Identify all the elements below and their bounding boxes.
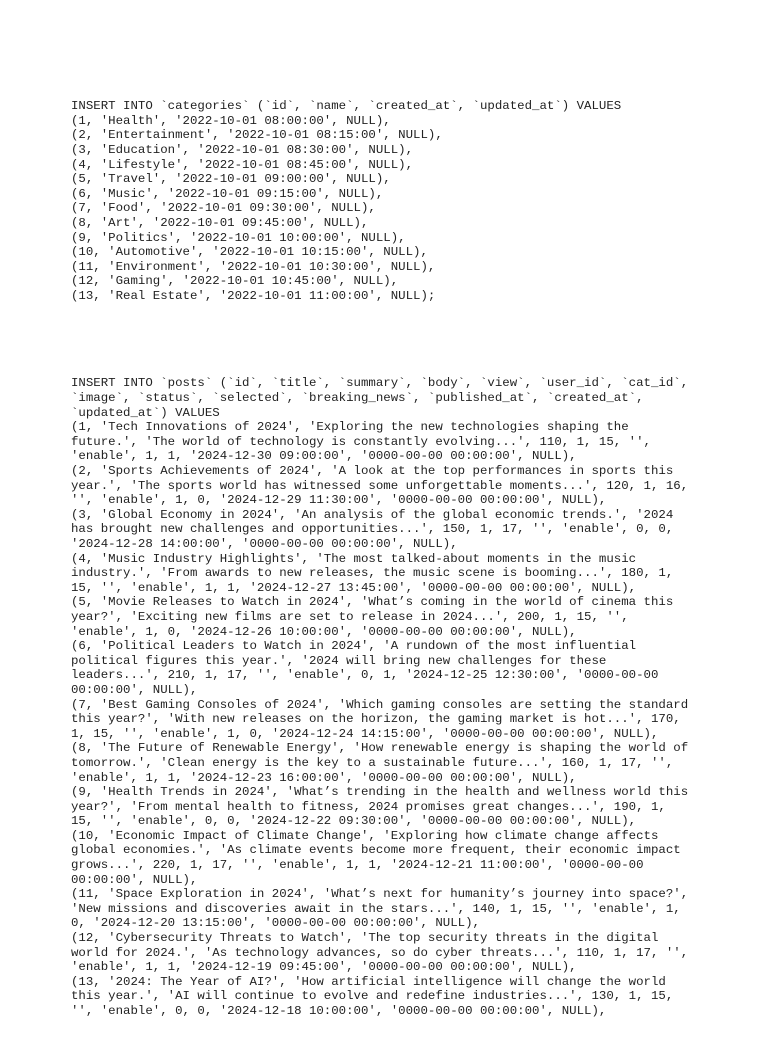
code-line: '2024-12-28 14:00:00', '0000-00-00 00:00:00', NULL), [71, 537, 458, 551]
code-line: 00:00:00', NULL), [71, 872, 198, 887]
code-line: (1, 'Tech Innovations of 2024', 'Exploring the new technologies shaping the [71, 420, 629, 435]
code-line: this year.', 'AI will continue to evolve and redefine industries...', 130, 1, 15, [71, 989, 674, 1004]
code-line: (8, 'Art', '2022-10-01 09:45:00', NULL), [71, 215, 369, 230]
code-line: (13, 'Real Estate', '2022-10-01 11:00:00', NULL); [71, 288, 436, 303]
blank-line [71, 333, 728, 348]
code-line: 15, '', 'enable', 0, 0, '2024-12-22 09:30:00', '0000-00-00 00:00:00', NULL), [71, 814, 637, 829]
code-line: (11, 'Environment', '2022-10-01 10:30:00', NULL), [71, 259, 436, 274]
code-line: (6, 'Political Leaders to Watch in 2024', 'A rundown of the most influential [71, 639, 637, 654]
code-line: future.', 'The world of technology is constantly evolving...', 110, 1, 15, '', [71, 434, 651, 449]
code-line: 'enable', 1, 0, '2024-12-26 10:00:00', '0000-00-00 00:00:00', NULL), [71, 624, 577, 639]
code-line: 15, '', 'enable', 1, 1, '2024-12-27 13:45:00', '0000-00-00 00:00:00', NULL), [71, 580, 637, 595]
code-line: (4, 'Lifestyle', '2022-10-01 08:45:00', NULL), [71, 157, 414, 172]
code-line: (10, 'Economic Impact of Climate Change', 'Exploring how climate change affects [71, 828, 659, 843]
code-line: 'enable', 1, 1, '2024-12-19 09:45:00', '0000-00-00 00:00:00', NULL), [71, 960, 577, 975]
code-line: political figures this year.', '2024 will bring new challenges for these [71, 653, 607, 668]
sql-code-block [71, 70, 728, 1048]
code-line: (8, 'The Future of Renewable Energy', 'How renewable energy is shaping the world of [71, 741, 689, 756]
code-line: (5, 'Travel', '2022-10-01 09:00:00', NULL), [71, 172, 391, 187]
code-line: world for 2024.', 'As technology advances, so do cyber threats...', 110, 1, 17, '', [71, 945, 689, 960]
code-line: has brought new challenges and opportunities...', 150, 1, 17, '', 'enable', 0, 0, [71, 522, 674, 537]
code-line: leaders...', 210, 1, 17, '', 'enable', 0, 1, '2024-12-25 12:30:00', '0000-00-00 [71, 668, 659, 683]
code-line: (12, 'Gaming', '2022-10-01 10:45:00', NULL), [71, 274, 399, 289]
code-line: global economies.', 'As climate events become more frequent, their economic impact [71, 843, 681, 858]
code-line: (4, 'Music Industry Highlights', 'The most talked-about moments in the music [71, 551, 637, 566]
code-line: (2, 'Entertainment', '2022-10-01 08:15:00', NULL), [71, 128, 443, 143]
categories-insert-statement [71, 99, 728, 303]
posts-insert-statement [71, 376, 728, 1018]
code-line: year.', 'The sports world has witnessed some unforgettable moments...', 120, 1, 16, [71, 478, 689, 493]
code-line: 'New missions and discoveries await in the stars...', 140, 1, 15, '', 'enable', 1, [71, 901, 681, 916]
code-line: (13, '2024: The Year of AI?', 'How artificial intelligence will change the world [71, 974, 666, 989]
code-line: (3, 'Education', '2022-10-01 08:30:00', NULL), [71, 142, 414, 157]
code-line: INSERT INTO `categories` (`id`, `name`, `created_at`, `updated_at`) VALUES [71, 99, 622, 114]
code-line: INSERT INTO `posts` (`id`, `title`, `summary`, `body`, `view`, `user_id`, `cat_id`, [71, 376, 689, 391]
code-line: grows...', 220, 1, 17, '', 'enable', 1, 1, '2024-12-21 11:00:00', '0000-00-00 [71, 858, 644, 873]
code-line: (7, 'Best Gaming Consoles of 2024', 'Which gaming consoles are setting the standard [71, 697, 689, 712]
code-line: (9, 'Health Trends in 2024', 'What’s trending in the health and wellness world this [71, 785, 689, 800]
code-line: '', 'enable', 0, 0, '2024-12-18 10:00:00', '0000-00-00 00:00:00', NULL), [71, 1004, 607, 1018]
code-line: (10, 'Automotive', '2022-10-01 10:15:00', NULL), [71, 245, 428, 260]
code-line: 1, 15, '', 'enable', 1, 0, '2024-12-24 14:15:00', '0000-00-00 00:00:00', NULL), [71, 726, 659, 741]
code-line: 'enable', 1, 1, '2024-12-23 16:00:00', '0000-00-00 00:00:00', NULL), [71, 770, 577, 785]
code-line: (11, 'Space Exploration in 2024', 'What’s next for humanity’s journey into space?', [71, 887, 689, 902]
code-line: (5, 'Movie Releases to Watch in 2024', 'What’s coming in the world of cinema this [71, 595, 674, 610]
code-line: 00:00:00', NULL), [71, 682, 198, 697]
code-line: year?', 'From mental health to fitness, 2024 promises great changes...', 190, 1, [71, 799, 666, 814]
code-line: tomorrow.', 'Clean energy is the key to a sustainable future...', 160, 1, 17, '', [71, 755, 674, 770]
code-line: 0, '2024-12-20 13:15:00', '0000-00-00 00:00:00', NULL), [71, 916, 480, 931]
code-line: year?', 'Exciting new films are set to release in 2024...', 200, 1, 15, '', [71, 609, 629, 624]
code-line: (3, 'Global Economy in 2024', 'An analysis of the global economic trends.', '2024 [71, 507, 674, 522]
code-line: (12, 'Cybersecurity Threats to Watch', 'The top security threats in the digital [71, 931, 659, 946]
code-line: (2, 'Sports Achievements of 2024', 'A look at the top performances in sports this [71, 464, 674, 479]
code-line: (7, 'Food', '2022-10-01 09:30:00', NULL), [71, 201, 376, 216]
code-line: this year?', 'With new releases on the horizon, the gaming market is hot...', 170, [71, 712, 681, 727]
code-line: `image`, `status`, `selected`, `breaking_news`, `published_at`, `created_at`, [71, 391, 644, 406]
code-line: '', 'enable', 1, 0, '2024-12-29 11:30:00', '0000-00-00 00:00:00', NULL), [71, 493, 607, 508]
code-line: industry.', 'From awards to new releases, the music scene is booming...', 180, 1, [71, 566, 674, 581]
code-line: (9, 'Politics', '2022-10-01 10:00:00', NULL), [71, 230, 406, 245]
code-line: 'enable', 1, 1, '2024-12-30 09:00:00', '0000-00-00 00:00:00', NULL), [71, 449, 577, 464]
code-line: (1, 'Health', '2022-10-01 08:00:00', NULL), [71, 113, 391, 128]
code-line: (6, 'Music', '2022-10-01 09:15:00', NULL), [71, 186, 384, 201]
code-line: `updated_at`) VALUES [71, 405, 220, 420]
